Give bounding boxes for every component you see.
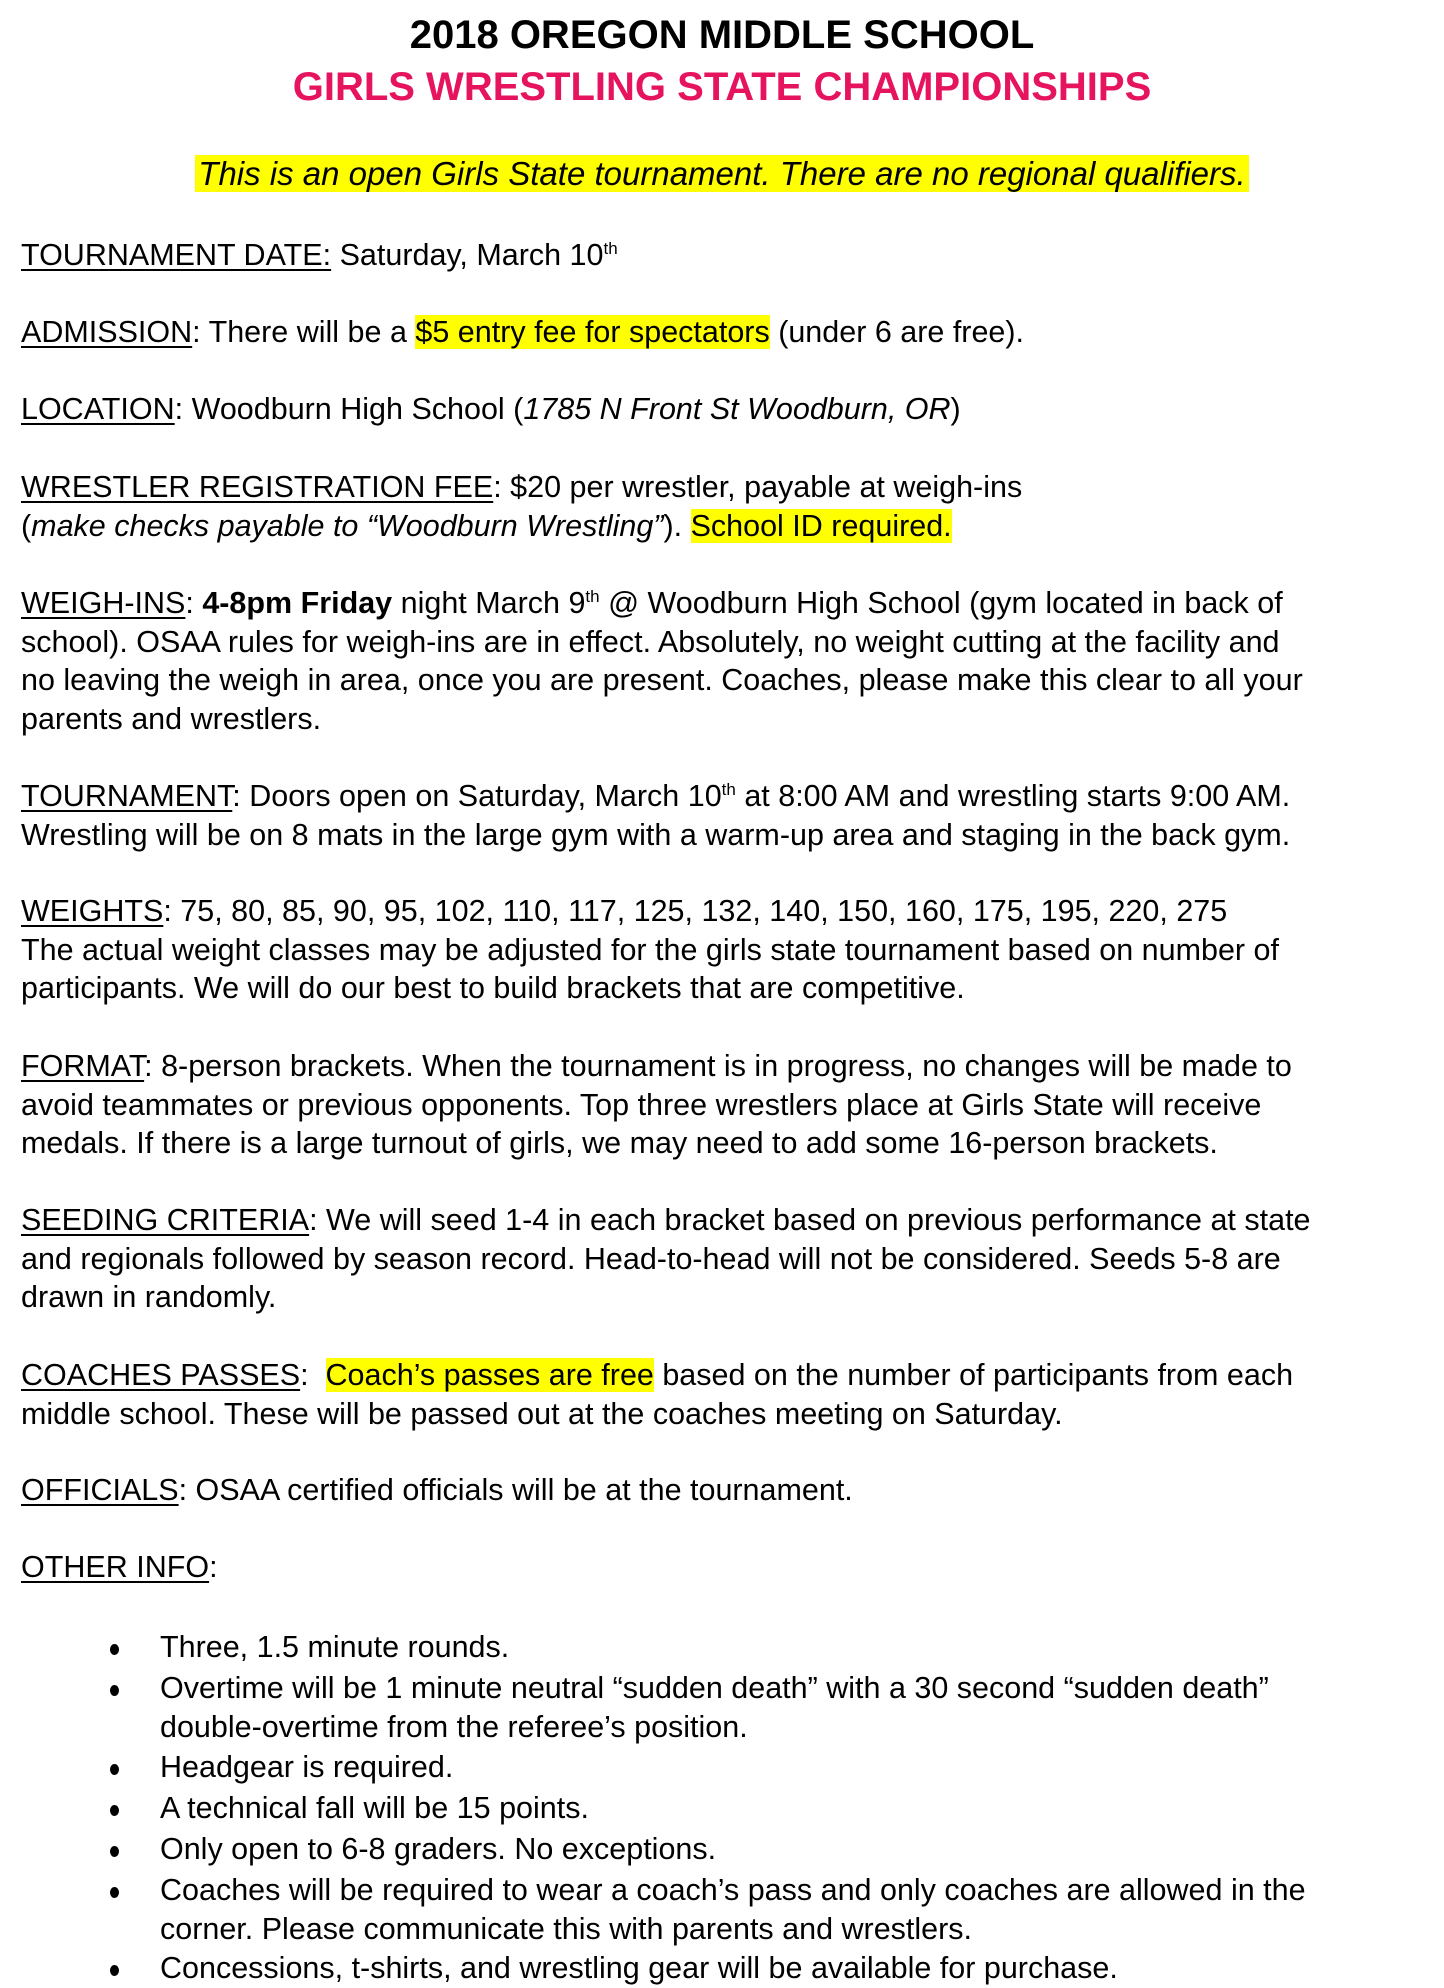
weights-line3: participants. We will do our best to build brackets that are competitive.: [21, 971, 965, 1006]
format-line3: medals. If there is a large turnout of girls, we may need to add some 16-person brackets.: [21, 1126, 1218, 1161]
weigh-ins-sup: th: [585, 586, 600, 606]
weigh-ins-line3: no leaving the weigh in area, once you are present. Coaches, please make this clear to all your: [21, 663, 1303, 698]
bullet-text: Headgear is required.: [160, 1750, 454, 1784]
section-coaches-passes: [21, 1356, 1436, 1433]
section-weights: [21, 892, 1436, 1008]
seeding-line2: and regionals followed by season record. Head-to-head will not be considered. Seeds 5-8 are: [21, 1241, 1281, 1276]
label-tournament: TOURNAMENT: [21, 779, 233, 813]
weigh-ins-line4: parents and wrestlers.: [21, 701, 322, 736]
format-line1: : 8-person brackets. When the tournament is in progress, no changes will be made to: [144, 1049, 1292, 1083]
tournament-line1b: at 8:00 AM and wrestling starts 9:00 AM.: [735, 779, 1291, 813]
notice-text: This is an open Girls State tournament. There are no regional qualifiers.: [195, 155, 1248, 192]
label-location: LOCATION: [21, 392, 175, 426]
weights-line2: The actual weight classes may be adjusted for the girls state tournament based on number of: [21, 932, 1279, 967]
label-other-info: OTHER INFO: [21, 1550, 210, 1584]
bullet-text-line2: double-overtime from the referee’s position.: [160, 1709, 748, 1744]
weigh-ins-line2: school). OSAA rules for weigh-ins are in effect. Absolutely, no weight cutting at the facility and: [21, 624, 1280, 659]
coaches-pre: :: [300, 1358, 326, 1392]
label-weigh-ins: WEIGH-INS: [21, 586, 186, 620]
school-id-highlight: School ID required.: [690, 508, 952, 543]
label-tournament-date: TOURNAMENT DATE:: [21, 238, 332, 272]
label-officials: OFFICIALS: [21, 1473, 179, 1507]
admission-pre: : There will be a: [192, 315, 416, 349]
registration-paren-open: (: [21, 508, 32, 543]
bullet-text-line1: Overtime will be 1 minute neutral “sudden death” with a 30 second “sudden death”: [160, 1671, 1269, 1705]
section-tournament-date: [21, 236, 1436, 275]
section-location: [21, 390, 1436, 429]
title-line-1: 2018 OREGON MIDDLE SCHOOL: [409, 13, 1035, 57]
date-text: Saturday, March 10: [331, 238, 604, 272]
label-coaches-passes: COACHES PASSES: [21, 1358, 301, 1392]
section-other-info: [21, 1548, 1436, 1587]
admission-highlight: $5 entry fee for spectators: [415, 315, 770, 349]
weigh-ins-line1a: night March 9: [392, 586, 586, 620]
bullet-text: [160, 1669, 1269, 1746]
bullet-text-line2: corner. Please communicate this with parents and wrestlers.: [160, 1911, 973, 1946]
section-registration-fee: [21, 468, 1436, 545]
weights-list: : 75, 80, 85, 90, 95, 102, 110, 117, 125, 132, 140, 150, 160, 175, 195, 220, 275: [163, 894, 1228, 928]
weigh-ins-time: 4-8pm Friday: [202, 586, 393, 620]
label-format: FORMAT: [21, 1049, 145, 1083]
format-line2: avoid teammates or previous opponents. Top three wrestlers place at Girls State will receive: [21, 1087, 1262, 1122]
section-tournament: [21, 777, 1436, 854]
coaches-highlight: Coach’s passes are free: [325, 1358, 654, 1392]
bullet-text: Three, 1.5 minute rounds.: [160, 1630, 510, 1664]
admission-post: (under 6 are free).: [769, 315, 1025, 349]
other-info-colon: :: [209, 1550, 218, 1584]
registration-paren-close: ).: [663, 508, 691, 543]
bullet-text: [160, 1871, 1306, 1948]
bullet-text-line1: Coaches will be required to wear a coach’s pass and only coaches are allowed in the: [160, 1873, 1306, 1907]
coaches-line1-post: based on the number of participants from each: [653, 1358, 1294, 1392]
location-pre: : Woodburn High School (: [174, 392, 524, 426]
tournament-line2: Wrestling will be on 8 mats in the large gym with a warm-up area and staging in the back gym.: [21, 817, 1291, 852]
open-tournament-notice: [0, 152, 1444, 196]
tournament-sup: th: [721, 779, 736, 799]
section-format: [21, 1047, 1436, 1163]
label-admission: ADMISSION: [21, 315, 193, 349]
weigh-ins-colon: :: [185, 586, 203, 620]
bullet-text: Only open to 6-8 graders. No exceptions.: [160, 1832, 717, 1866]
title-line-2: GIRLS WRESTLING STATE CHAMPIONSHIPS: [292, 65, 1152, 109]
registration-checks-note: make checks payable to “Woodburn Wrestling”: [31, 508, 664, 543]
seeding-line3: drawn in randomly.: [21, 1280, 277, 1315]
section-seeding-criteria: [21, 1201, 1436, 1317]
seeding-line1: : We will seed 1-4 in each bracket based on previous performance at state: [309, 1203, 1311, 1237]
date-sup: th: [603, 238, 618, 258]
location-address: 1785 N Front St Woodburn, OR: [523, 392, 951, 426]
section-weigh-ins: [21, 584, 1436, 738]
label-weights: WEIGHTS: [21, 894, 164, 928]
registration-line1: : $20 per wrestler, payable at weigh-ins: [493, 470, 1023, 504]
section-admission: [21, 313, 1436, 352]
location-post: ): [950, 392, 961, 426]
officials-text: : OSAA certified officials will be at the tournament.: [178, 1473, 853, 1507]
section-officials: [21, 1471, 1436, 1510]
coaches-line2: middle school. These will be passed out at the coaches meeting on Saturday.: [21, 1396, 1063, 1431]
bullet-text: A technical fall will be 15 points.: [160, 1791, 589, 1825]
bullet-text: Concessions, t-shirts, and wrestling gear will be available for purchase.: [160, 1951, 1118, 1985]
label-registration-fee: WRESTLER REGISTRATION FEE: [21, 470, 494, 504]
tournament-line1a: : Doors open on Saturday, March 10: [232, 779, 722, 813]
label-seeding-criteria: SEEDING CRITERIA: [21, 1203, 310, 1237]
weigh-ins-line1b: @ Woodburn High School (gym located in back of: [599, 586, 1283, 620]
